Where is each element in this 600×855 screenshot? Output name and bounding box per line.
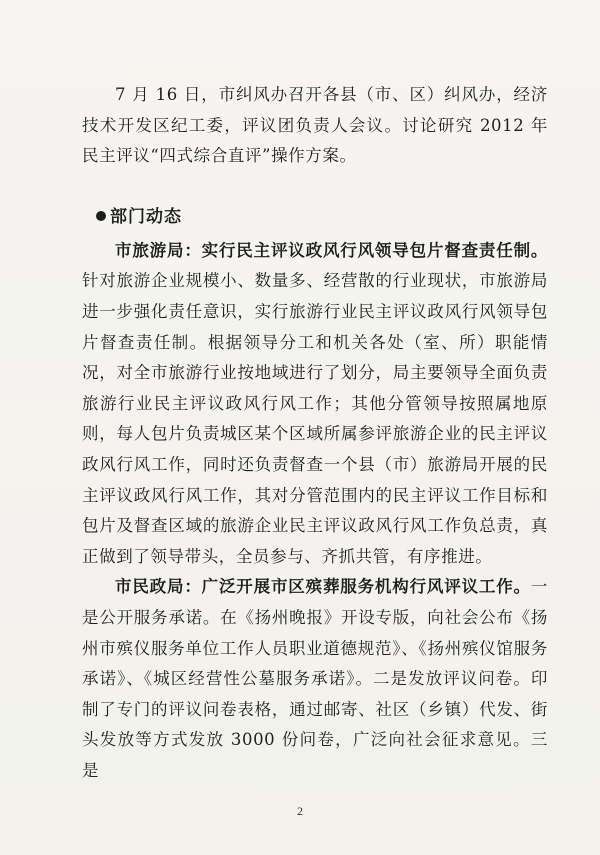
page-number: 2 xyxy=(297,804,303,818)
item-body: 针对旅游企业规模小、数量多、经营散的行业现状，市旅游局进一步强化责任意识，实行旅游行业民主评议政风行风领导包片督查责任制。根据领导分工和机关各处（室、所）职能情况，对全市旅游行业按地域进行了划分，局主要领导全面负责旅游行业民主评议政风行风工作；其他分管领导按照属地原则，每人包片负责城区某个区域所属参评旅游企业的民主评议政风行风工作，同时还负责督查一个县（市）旅游局开展的民主评议政风行风工作，其对分管范围内的民主评议工作目标和包片及督查区域的旅游企业民主评议政风行风工作负总责，真正做到了领导带头，全员参与、齐抓共管，有序推进。 xyxy=(82,271,548,566)
document-body xyxy=(82,80,548,786)
item-lead: 市民政局：广泛开展市区殡葬服务机构行风评议工作。 xyxy=(115,577,531,597)
department-item-tourism xyxy=(82,236,548,573)
section-heading xyxy=(96,202,548,232)
intro-paragraph: 7 月 16 日，市纠风办召开各县（市、区）纠风办，经济技术开发区纪工委，评议团负责人会议。讨论研究 2012 年民主评议“四式综合直评”操作方案。 xyxy=(82,85,548,166)
section-title: 部门动态 xyxy=(110,206,182,227)
filled-circle-icon xyxy=(96,211,106,221)
department-item-civil-affairs xyxy=(82,572,548,786)
item-body: 一是公开服务承诺。在《扬州晚报》开设专版，向社会公布《扬州市殡仪服务单位工作人员职业道德规范》、《扬州殡仪馆服务承诺》、《城区经营性公墓服务承诺》。二是发放评议问卷。印制了专门的评议问卷表格，通过邮寄、社区（乡镇）代发、街头发放等方式发放 3000 份问卷，广泛向社会征求意见。三是 xyxy=(82,577,548,780)
item-lead: 市旅游局：实行民主评议政风行风领导包片督查责任制。 xyxy=(115,240,548,260)
